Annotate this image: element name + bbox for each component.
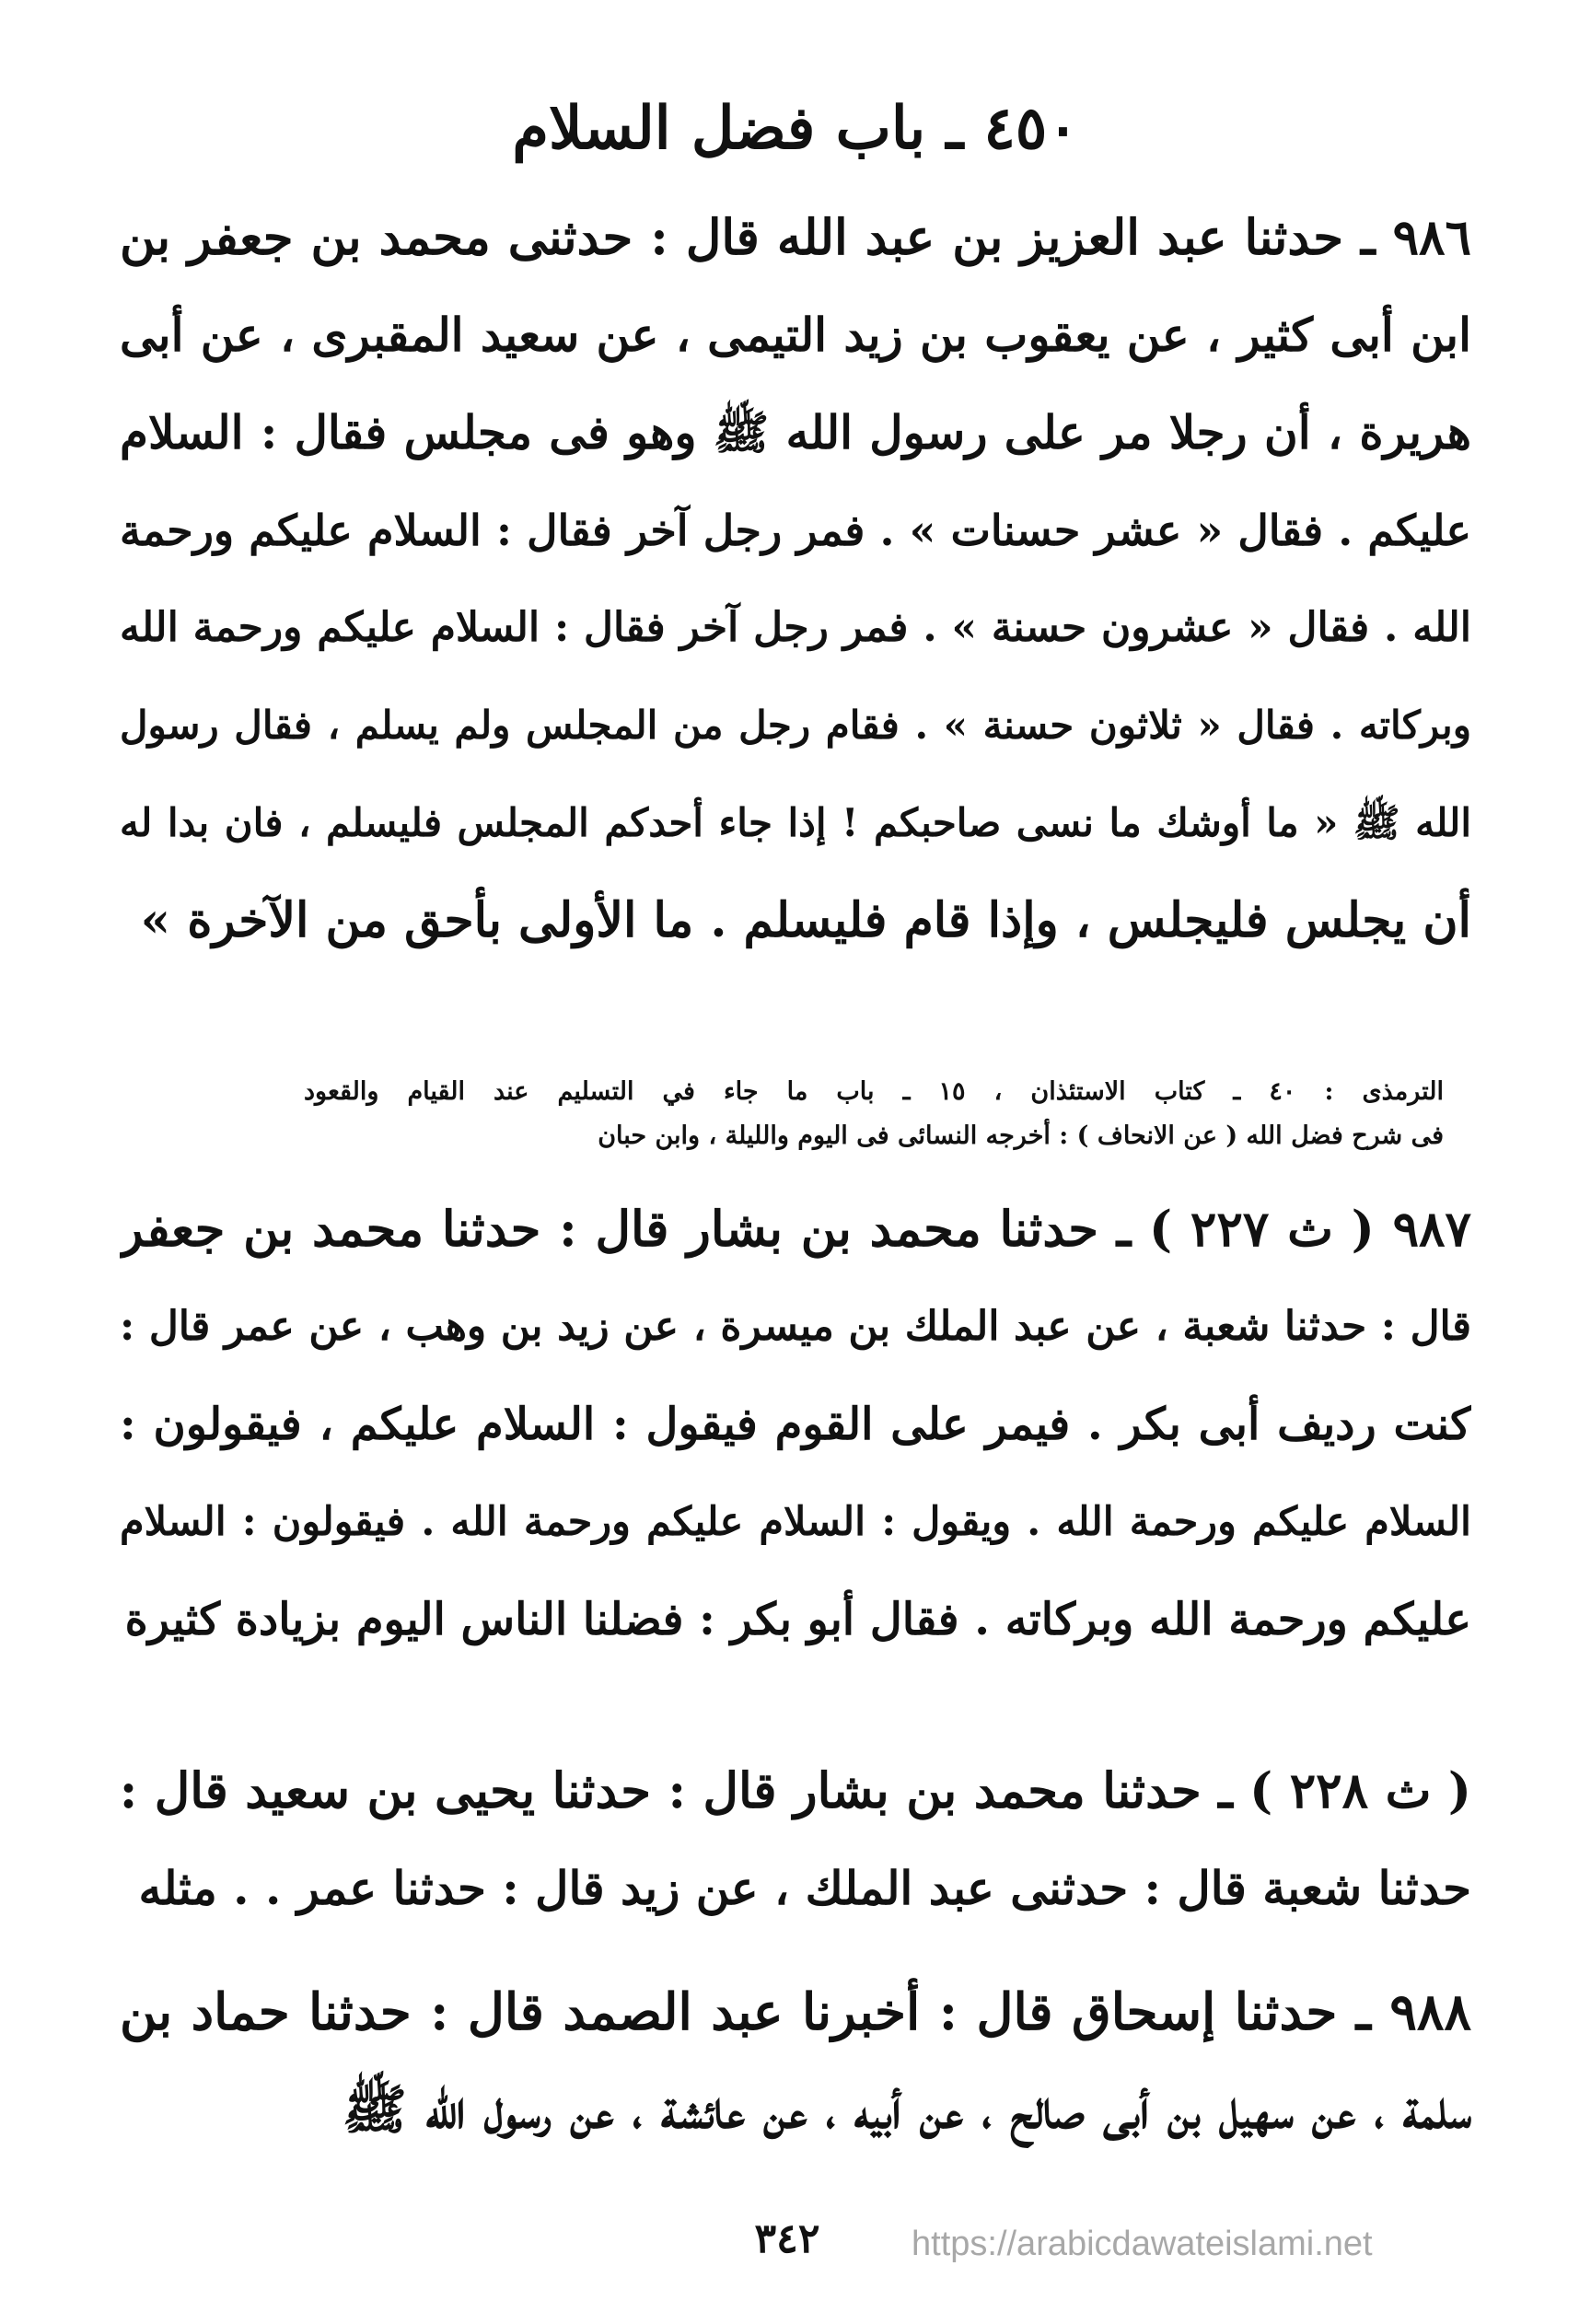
text-line: عليكم . فقال « عشر حسنات » . فمر رجل آخر فقال : السلام عليكم ورحمة [120, 505, 1471, 555]
text-line: عليكم ورحمة الله وبركاته . فقال أبو بكر : فضلنا الناس اليوم بزيادة كثيرة [124, 1594, 1471, 1645]
text-line: ٩٨٦ ـ حدثنا عبد العزيز بن عبد الله قال : حدثنى محمد بن جعفر بن [120, 209, 1471, 266]
watermark-url: https://arabicdawateislami.net [912, 2225, 1373, 2263]
text-line: الله ﷺ « ما أوشك ما نسى صاحبكم ! إذا جاء أحدكم المجلس فليسلم ، فان بدا له [120, 800, 1471, 845]
page-number: ٣٤٢ [754, 2215, 820, 2262]
text-line: حدثنا شعبة قال : حدثنى عبد الملك ، عن زيد قال : حدثنا عمر . . مثله [138, 1861, 1471, 1915]
text-line: ٩٨٨ ـ حدثنا إسحاق قال : أخبرنا عبد الصمد قال : حدثنا حماد بن [120, 1981, 1471, 2041]
hadith-228 [120, 1742, 1471, 1937]
text-line: كنت رديف أبى بكر . فيمر على القوم فيقول : السلام عليكم ، فيقولون : [120, 1399, 1471, 1450]
hadith-986 [120, 189, 1471, 970]
text-line: هريرة ، أن رجلا مر على رسول الله ﷺ وهو فى مجلس فقال : السلام [120, 405, 1471, 459]
text-line: ( ث ٢٢٨ ) ـ حدثنا محمد بن بشار قال : حدثنا يحيى بن سعيد قال : [120, 1762, 1471, 1819]
text-line: ابن أبى كثير ، عن يعقوب بن زيد التيمى ، عن سعيد المقبرى ، عن أبى [120, 308, 1471, 362]
text-line: سلمة ، عن سهيل بن أبى صالح ، عن أبيه ، عن عائشة ، عن رسول الله ﷺ [342, 2078, 1471, 2141]
hadith-988 [120, 1963, 1471, 2158]
text-line: وبركاته . فقال « ثلاثون حسنة » . فقام رجل من المجلس ولم يسلم ، فقال رسول [120, 703, 1471, 748]
text-line: الله . فقال « عشرون حسنة » . فمر رجل آخر فقال : السلام عليكم ورحمة الله [120, 604, 1471, 651]
text-line: أن يجلس فليجلس ، وإذا قام فليسلم . ما الأولى بأحق من الآخرة » [140, 892, 1471, 948]
footnote-line: الترمذى : ٤٠ ـ كتاب الاستئذان ، ١٥ ـ باب ما جاء في التسليم عند القيام والقعود [304, 1077, 1444, 1106]
text-line: السلام عليكم ورحمة الله . ويقول : السلام عليكم ورحمة الله . فيقولون : السلام [120, 1499, 1471, 1545]
text-line: ٩٨٧ ( ث ٢٢٧ ) ـ حدثنا محمد بن بشار قال : حدثنا محمد بن جعفر [120, 1201, 1471, 1258]
text-line: قال : حدثنا شعبة ، عن عبد الملك بن ميسرة ، عن زيد بن وهب ، عن عمر قال : [120, 1303, 1471, 1350]
footnote [304, 1070, 1444, 1158]
footnote-line: فى شرح فضل الله ( عن الانحاف ) : أخرجه النسائى فى اليوم والليلة ، وابن حبان [598, 1121, 1444, 1150]
chapter-heading: ٤٥٠ ـ باب فضل السلام [512, 94, 1079, 163]
hadith-987 [120, 1180, 1471, 1668]
